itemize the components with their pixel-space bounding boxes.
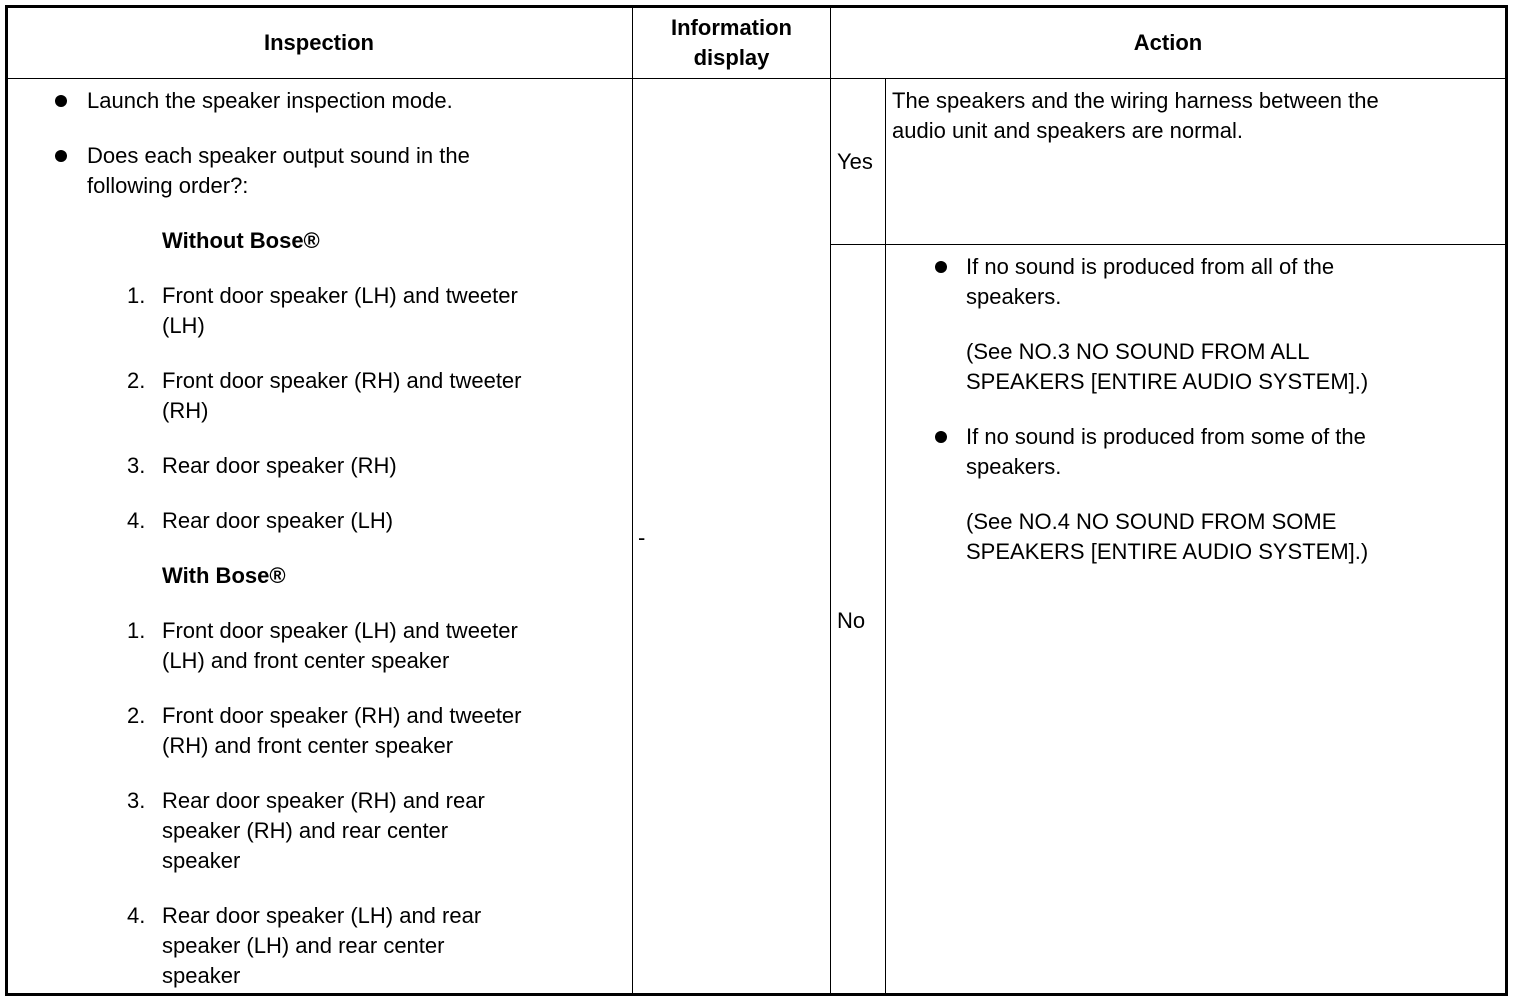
column-divider-display xyxy=(830,6,831,996)
list-number: 4. xyxy=(127,508,146,533)
no-action-all-line1: If no sound is produced from all of the xyxy=(966,254,1335,279)
header-information-display-line1: Information xyxy=(671,15,792,40)
inspection-step-launch: Launch the speaker inspection mode. xyxy=(87,88,453,113)
with-bose-item-3-line2: speaker (RH) and rear center xyxy=(162,818,449,843)
with-bose-item-3-line1: Rear door speaker (RH) and rear xyxy=(162,788,485,813)
with-bose-item-4-line1: Rear door speaker (LH) and rear xyxy=(162,903,482,928)
list-number: 2. xyxy=(127,703,146,728)
with-bose-item-3-line3: speaker xyxy=(162,848,241,873)
with-bose-heading: With Bose® xyxy=(162,563,286,588)
header-information-display-line2: display xyxy=(693,45,770,70)
with-bose-item-1-line1: Front door speaker (LH) and tweeter xyxy=(162,618,518,643)
with-bose-item-2-line1: Front door speaker (RH) and tweeter xyxy=(162,703,522,728)
without-bose-item-1-line2: (LH) xyxy=(162,313,205,338)
no-action-some-line1: If no sound is produced from some of the xyxy=(966,424,1366,449)
list-number: 1. xyxy=(127,618,146,643)
information-display-value: - xyxy=(638,525,646,550)
bullet-icon xyxy=(935,431,947,443)
without-bose-heading: Without Bose® xyxy=(162,228,320,253)
result-no-label: No xyxy=(837,608,866,633)
with-bose-item-1-line2: (LH) and front center speaker xyxy=(162,648,450,673)
without-bose-item-1-line1: Front door speaker (LH) and tweeter xyxy=(162,283,518,308)
yes-action-line2: audio unit and speakers are normal. xyxy=(892,118,1243,143)
header-action: Action xyxy=(1133,30,1203,55)
bullet-icon xyxy=(935,261,947,273)
without-bose-item-4-line1: Rear door speaker (LH) xyxy=(162,508,394,533)
without-bose-item-2-line2: (RH) xyxy=(162,398,209,423)
column-divider-result xyxy=(885,79,886,996)
list-number: 4. xyxy=(127,903,146,928)
yes-no-divider xyxy=(831,244,1506,245)
header-inspection: Inspection xyxy=(263,30,374,55)
bullet-icon xyxy=(55,95,67,107)
list-number: 3. xyxy=(127,788,146,813)
no-action-some-line2: speakers. xyxy=(966,454,1062,479)
with-bose-item-4-line3: speaker xyxy=(162,963,241,988)
list-number: 2. xyxy=(127,368,146,393)
yes-action-line1: The speakers and the wiring harness between the xyxy=(892,88,1379,113)
without-bose-item-3-line1: Rear door speaker (RH) xyxy=(162,453,397,478)
no-action-some-ref-line1: (See NO.4 NO SOUND FROM SOME xyxy=(966,509,1337,534)
no-action-all-ref-line1: (See NO.3 NO SOUND FROM ALL xyxy=(966,339,1310,364)
without-bose-item-2-line1: Front door speaker (RH) and tweeter xyxy=(162,368,522,393)
list-number: 3. xyxy=(127,453,146,478)
with-bose-item-2-line2: (RH) and front center speaker xyxy=(162,733,454,758)
inspection-step-question-line2: following order?: xyxy=(87,173,249,198)
inspection-step-question-line1: Does each speaker output sound in the xyxy=(87,143,470,168)
no-action-all-ref-line2: SPEAKERS [ENTIRE AUDIO SYSTEM].) xyxy=(966,369,1369,394)
header-divider xyxy=(6,78,1506,79)
bullet-icon xyxy=(55,150,67,162)
no-action-all-line2: speakers. xyxy=(966,284,1062,309)
with-bose-item-4-line2: speaker (LH) and rear center xyxy=(162,933,445,958)
list-number: 1. xyxy=(127,283,146,308)
column-divider-inspection xyxy=(632,6,633,996)
result-yes-label: Yes xyxy=(837,149,873,174)
no-action-some-ref-line2: SPEAKERS [ENTIRE AUDIO SYSTEM].) xyxy=(966,539,1369,564)
